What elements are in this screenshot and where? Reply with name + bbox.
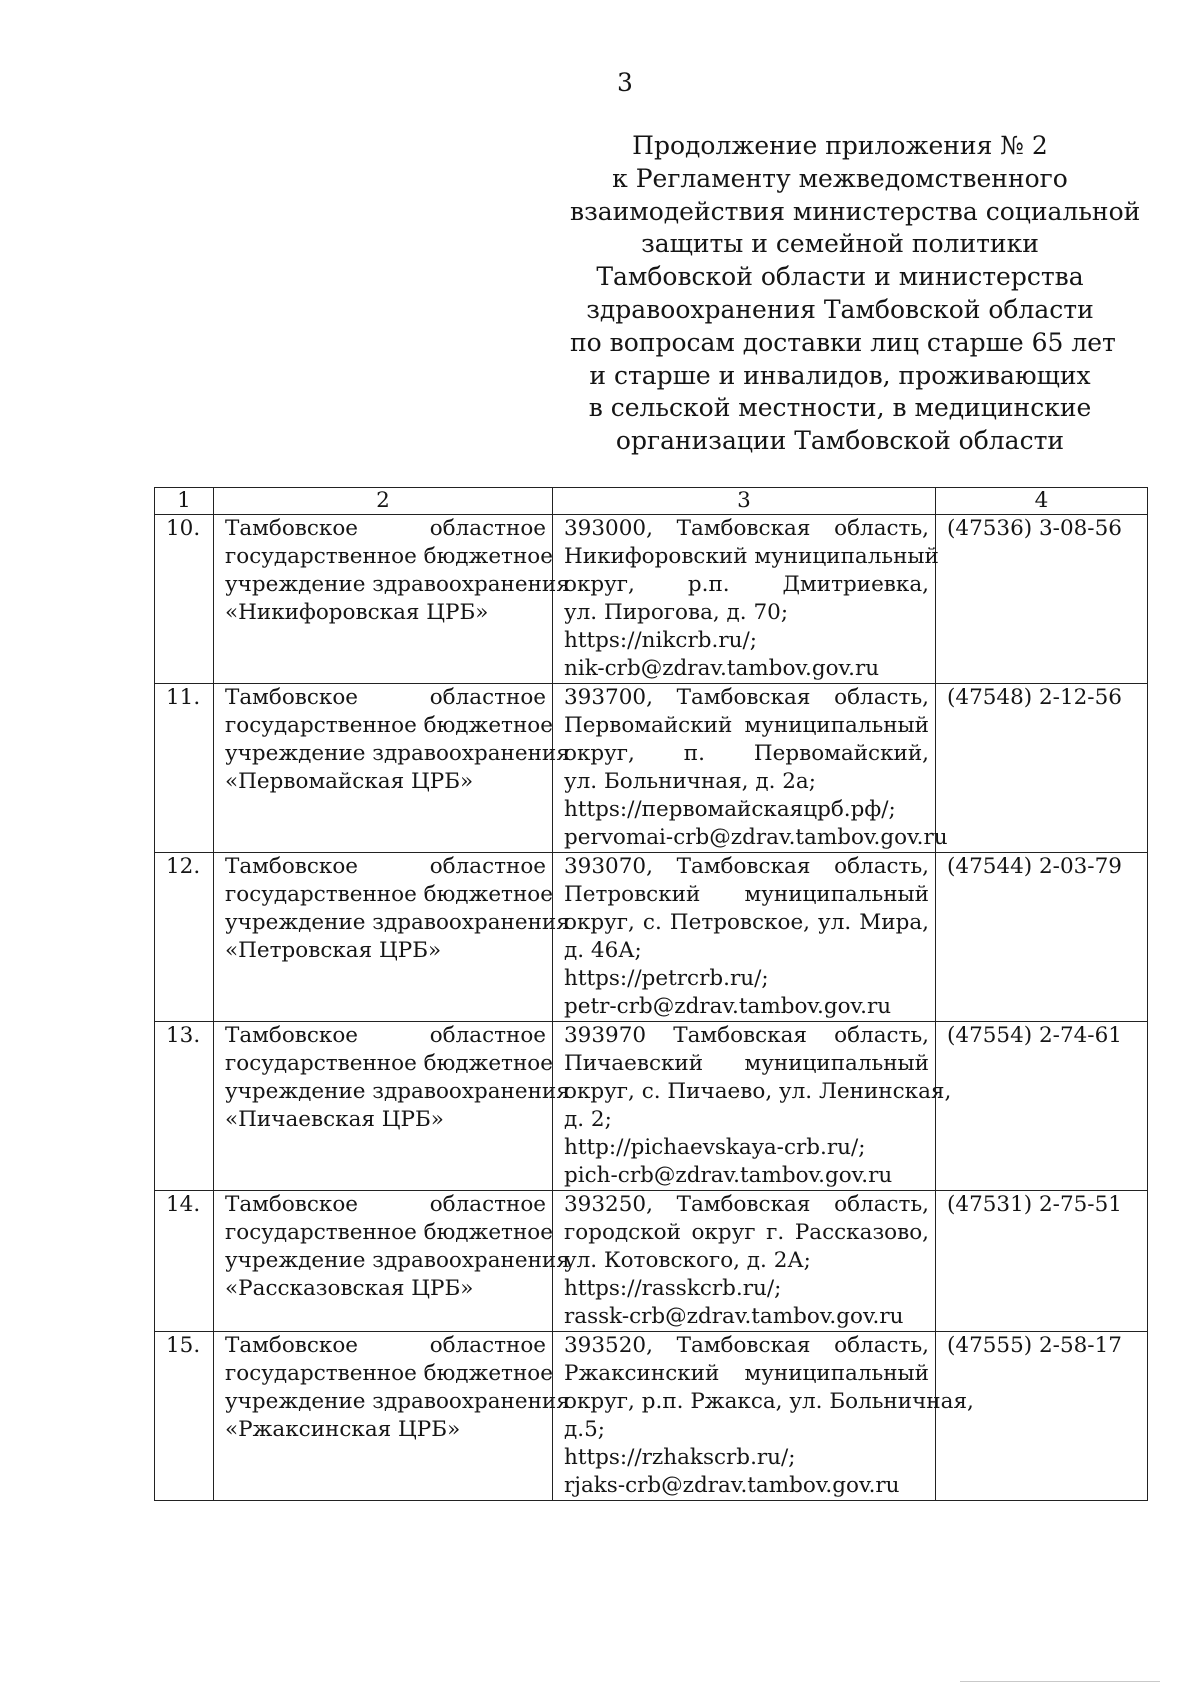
column-header: 2	[214, 488, 553, 515]
address-line: https://nikcrb.ru/;	[564, 628, 757, 653]
appendix-heading	[570, 130, 1141, 458]
address-line: rassk-crb@zdrav.tambov.gov.ru	[564, 1304, 904, 1329]
organization-line: государственное бюджетное	[225, 544, 553, 569]
row-number-cell: 12.	[155, 853, 214, 1022]
address-line: pich-crb@zdrav.tambov.gov.ru	[564, 1163, 893, 1188]
column-header: 4	[936, 488, 1148, 515]
phone-cell: (47536) 3-08-56	[936, 515, 1148, 684]
organization-line: учреждение здравоохранения	[225, 1079, 570, 1104]
table-row	[155, 684, 1148, 853]
organization-line: «Рассказовская ЦРБ»	[225, 1276, 474, 1301]
organization-line: Тамбовское областное	[225, 516, 546, 541]
organization-line: Тамбовское областное	[225, 1192, 546, 1217]
row-number-cell: 14.	[155, 1191, 214, 1332]
organization-cell	[214, 684, 570, 853]
heading-line: Продолжение приложения № 2	[632, 131, 1048, 160]
address-line: https://первомайскаяцрб.рф/;	[564, 797, 896, 822]
table-row	[155, 1022, 1148, 1191]
column-header: 1	[155, 488, 214, 515]
scan-mark	[960, 1681, 1160, 1682]
organization-line: Тамбовское областное	[225, 1333, 546, 1358]
organization-line: государственное бюджетное	[225, 713, 553, 738]
organization-line: Тамбовское областное	[225, 1023, 546, 1048]
organization-line: государственное бюджетное	[225, 1051, 553, 1076]
organization-line: учреждение здравоохранения	[225, 741, 570, 766]
address-line: https://rzhakscrb.ru/;	[564, 1445, 796, 1470]
address-line: д.5;	[564, 1417, 605, 1442]
address-cell	[553, 1022, 952, 1191]
organization-cell	[214, 515, 570, 684]
heading-line: Тамбовской области и министерства	[596, 262, 1084, 292]
page-number: 3	[617, 68, 633, 97]
address-line: 393700, Тамбовская область,	[564, 685, 929, 710]
organization-cell	[214, 1332, 570, 1501]
address-line: округ, р.п. Дмитриевка,	[564, 572, 929, 597]
table-row	[155, 515, 1148, 684]
phone-cell: (47544) 2-03-79	[936, 853, 1148, 1022]
heading-line: в сельской местности, в медицинские	[588, 393, 1092, 423]
organization-cell	[214, 1191, 570, 1332]
table-row	[155, 1191, 1148, 1332]
address-line: округ, с. Пичаево, ул. Ленинская,	[564, 1079, 952, 1104]
phone-cell: (47554) 2-74-61	[936, 1022, 1148, 1191]
organization-cell	[214, 1022, 570, 1191]
address-cell	[553, 1191, 936, 1332]
address-line: petr-crb@zdrav.tambov.gov.ru	[564, 994, 892, 1019]
address-line: https://petrcrb.ru/;	[564, 966, 769, 991]
address-line: 393250, Тамбовская область,	[564, 1192, 929, 1217]
address-cell	[553, 853, 936, 1022]
heading-line: здравоохранения Тамбовской области	[586, 294, 1094, 324]
address-line: nik-crb@zdrav.tambov.gov.ru	[564, 656, 880, 681]
organization-line: Тамбовское областное	[225, 685, 546, 710]
address-line: городской округ г. Рассказово,	[564, 1220, 929, 1245]
row-number-cell: 10.	[155, 515, 214, 684]
organization-line: Тамбовское областное	[225, 854, 546, 879]
organization-line: государственное бюджетное	[225, 882, 553, 907]
organization-cell	[214, 853, 570, 1022]
address-line: 393520, Тамбовская область,	[564, 1333, 929, 1358]
table-row	[155, 853, 1148, 1022]
organization-line: «Пичаевская ЦРБ»	[225, 1107, 444, 1132]
address-line: Петровский муниципальный	[564, 882, 929, 907]
phone-cell: (47531) 2-75-51	[936, 1191, 1148, 1332]
address-line: pervomai-crb@zdrav.tambov.gov.ru	[564, 825, 948, 850]
heading-line: организации Тамбовской области	[615, 426, 1065, 456]
address-line: д. 46А;	[564, 938, 642, 963]
row-number-cell: 13.	[155, 1022, 214, 1191]
address-line: округ, п. Первомайский,	[564, 741, 929, 766]
table-header-row	[155, 488, 1148, 515]
organization-line: «Петровская ЦРБ»	[225, 938, 442, 963]
address-cell	[553, 1332, 974, 1501]
organizations-table	[154, 487, 1148, 1501]
heading-line: защиты и семейной политики	[641, 229, 1039, 259]
phone-cell: (47548) 2-12-56	[936, 684, 1148, 853]
address-line: д. 2;	[564, 1107, 612, 1132]
row-number-cell: 15.	[155, 1332, 214, 1501]
address-line: ул. Котовского, д. 2А;	[564, 1248, 811, 1273]
organization-line: учреждение здравоохранения	[225, 572, 570, 597]
address-cell	[553, 684, 948, 853]
address-line: округ, с. Петровское, ул. Мира,	[564, 910, 929, 935]
address-line: https://rasskcrb.ru/;	[564, 1276, 782, 1301]
address-line: 393970 Тамбовская область,	[564, 1023, 929, 1048]
heading-line: по вопросам доставки лиц старше 65 лет	[570, 327, 1116, 357]
heading-line: взаимодействия министерства социальной	[570, 196, 1141, 226]
address-line: Никифоровский муниципальный	[564, 544, 939, 569]
address-line: ул. Пирогова, д. 70;	[564, 600, 789, 625]
address-line: http://pichaevskaya-crb.ru/;	[564, 1135, 866, 1160]
row-number-cell: 11.	[155, 684, 214, 853]
organization-line: «Первомайская ЦРБ»	[225, 769, 474, 794]
organization-line: государственное бюджетное	[225, 1361, 553, 1386]
address-line: ул. Больничная, д. 2а;	[564, 769, 816, 794]
address-cell	[553, 515, 939, 684]
column-header: 3	[553, 488, 936, 515]
organization-line: учреждение здравоохранения	[225, 1389, 570, 1414]
organization-line: государственное бюджетное	[225, 1220, 553, 1245]
heading-line: к Регламенту межведомственного	[612, 163, 1068, 193]
heading-line: и старше и инвалидов, проживающих	[589, 360, 1091, 390]
address-line: 393070, Тамбовская область,	[564, 854, 929, 879]
phone-cell: (47555) 2-58-17	[936, 1332, 1148, 1501]
organization-line: учреждение здравоохранения	[225, 910, 570, 935]
organization-line: учреждение здравоохранения	[225, 1248, 570, 1273]
address-line: Ржаксинский муниципальный	[564, 1361, 929, 1386]
organization-line: «Никифоровская ЦРБ»	[225, 600, 489, 625]
address-line: Пичаевский муниципальный	[564, 1051, 929, 1076]
table-body	[155, 515, 1148, 1501]
address-line: округ, р.п. Ржакса, ул. Больничная,	[564, 1389, 974, 1414]
organization-line: «Ржаксинская ЦРБ»	[225, 1417, 461, 1442]
table-row	[155, 1332, 1148, 1501]
address-line: Первомайский муниципальный	[564, 713, 929, 738]
address-line: rjaks-crb@zdrav.tambov.gov.ru	[564, 1473, 900, 1498]
address-line: 393000, Тамбовская область,	[564, 516, 929, 541]
